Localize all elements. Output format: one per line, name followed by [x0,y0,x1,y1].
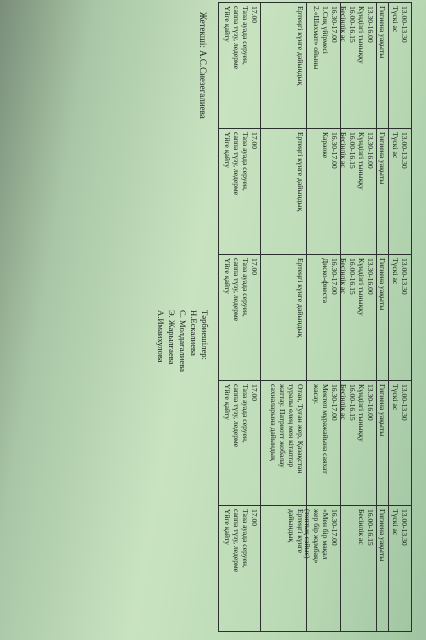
schedule-cell [321,132,339,251]
cell-line: Күндізгі тыныққу [357,6,366,64]
reviewers-label: Тәрбиешілер: [200,310,210,360]
cell-line: саппа түзу, ледерме [232,6,241,70]
cell-line: Түскі ас [391,132,400,159]
cell-line: жер бір жұмбақ» [312,509,321,564]
cell-line: Таза ауада серуен, [241,258,250,317]
schedule-cell [391,258,409,377]
row-divider [376,129,377,254]
row-divider [306,3,307,128]
schedule-cell [378,258,387,377]
schedule-cell [339,6,375,125]
schedule-cell [391,384,409,502]
cell-line: сахналарына дайындық [269,384,278,461]
cell-line: Гигиена уақыты [378,509,387,562]
schedule-column [219,129,411,255]
cell-line: 16.00-16.15 [348,132,357,169]
author-line [198,12,208,119]
reviewer-name: А.Имаихулова [156,310,166,363]
schedule-cell [391,6,409,125]
row-divider [306,255,307,380]
cell-line: Таза ауада серуен, [241,6,250,65]
schedule-column [219,381,411,506]
cell-line: 13.30-16.00 [366,258,375,295]
cell-line: Үйге қайту [223,384,232,420]
row-divider [260,255,261,380]
cell-line: 17.00 [250,132,259,150]
cell-line: 17.00 [250,509,259,527]
row-divider [260,381,261,505]
row-divider [306,381,307,505]
schedule-cell [391,509,409,628]
schedule-cell [378,132,387,251]
row-divider [388,129,389,254]
schedule-cell [223,384,259,502]
cell-line: 16.00-16.15 [348,6,357,43]
cell-line: 16.00-16.15 [348,384,357,421]
cell-line: 16.30-17.00 [330,6,339,43]
cell-line: Ертеңгі күнге дайындық [296,132,305,212]
schedule-cell [339,258,375,377]
cell-line: Үйге қайту [223,258,232,294]
cell-line: саппа түзу, ледерме [232,132,241,196]
cell-line: жаттау. Патриотт жобалау [278,384,287,468]
cell-line: Түскі ас [391,384,400,411]
author-label: Жетекші: [198,12,208,48]
cell-line: 16.30-17.00 [330,384,339,421]
cell-line: 17.00 [250,384,259,402]
cell-line: Бесінлік ас [339,132,348,168]
cell-line: 16.30-17.00 [330,132,339,169]
schedule-cell [223,509,259,628]
row-divider [260,129,261,254]
cell-line: Таза ауада серуен, [241,384,250,443]
schedule-cell [357,509,375,628]
cell-line: Таза ауада серуен, [241,509,250,568]
schedule-cell [296,6,305,125]
cell-line: 13.30-16.00 [366,384,375,421]
row-divider [376,381,377,505]
cell-line: Күндізгі тыныққу [357,384,366,442]
cell-line: Күндізгі тыныққу [357,132,366,190]
row-divider [388,255,389,380]
cell-line: Караоке [321,132,330,159]
cell-line: Отан, Туған жер, Қазақстан [296,384,305,474]
schedule-cell [378,509,387,628]
cell-line: 16.30-17.00 [330,258,339,295]
schedule-cell [312,6,339,125]
cell-line: туралы өлең мен кітаптар [287,384,296,468]
cell-line: 13.30-16.00 [366,132,375,169]
row-divider [260,3,261,128]
schedule-column [219,506,411,631]
reviewer-name: Н.Ескалиева [189,310,199,356]
cell-line: 17.00 [250,258,259,276]
cell-line: Үйге қайту [223,509,232,545]
schedule-column [219,3,411,129]
reviewer-name: Э. Жарылғаева [167,310,177,365]
cell-line: 13.00-13.30 [400,509,409,546]
cell-line: саппа түзу, ледерме [232,258,241,322]
schedule-cell [339,384,375,502]
cell-line: Бесінлік ас [339,258,348,294]
cell-line: 1.Сиқ үйірмесі [321,6,330,54]
cell-line: Таза ауада серуен, [241,132,250,191]
row-divider [388,381,389,505]
schedule-cell [378,384,387,502]
row-divider [340,506,341,631]
cell-line: Күндізгі тыныққу [357,258,366,316]
schedule-cell [223,132,259,251]
cell-line: саппа түзу, ледерме [232,509,241,573]
cell-line: 17.00 [250,6,259,24]
cell-line: саппа түзу, ледерме [232,384,241,448]
schedule-table [218,2,412,632]
cell-line: «Мен бір мақал [321,509,330,560]
row-divider [388,3,389,128]
cell-line: 13.00-13.30 [400,384,409,421]
cell-line: Түскі ас [391,258,400,285]
schedule-cell [269,384,305,502]
schedule-cell [378,6,387,125]
cell-line: 2.«Шахмат» ойыны [312,6,321,70]
schedule-cell [223,258,259,377]
cell-line: Диско-фиеста [321,258,330,303]
schedule-cell [339,132,375,251]
cell-line: Ертеңгі күнге [296,509,305,554]
cell-line: 13.00-13.30 [400,6,409,43]
schedule-column [219,255,411,381]
cell-line: Түскі ас [391,6,400,33]
cell-line: Мектеп мұражайына саяхат [321,384,330,474]
cell-line: Гигиена уақыты [378,132,387,185]
cell-line: Бесінлік ас [339,384,348,420]
cell-line: Гигиена уақыты [378,6,387,59]
cell-line: 16.30-17.00 [330,509,339,546]
row-divider [376,506,377,631]
cell-line: дайындық [287,509,296,543]
row-divider [306,129,307,254]
row-divider [376,255,377,380]
cell-line: Ертеңгі күнге дайындық [296,258,305,338]
schedule-cell [287,509,305,628]
row-divider [388,506,389,631]
cell-line: Түскі ас [391,509,400,536]
cell-line: Үйге қайту [223,132,232,168]
cell-line: Үйге қайту [223,6,232,42]
row-divider [376,3,377,128]
cell-line: 13.00-13.30 [400,258,409,295]
cell-line: Гигиена уақыты [378,258,387,311]
cell-line: 13.00-13.30 [400,132,409,169]
row-divider [260,506,261,631]
cell-line: 16.00-16.15 [348,258,357,295]
schedule-cell [391,132,409,251]
schedule-cell [296,132,305,251]
cell-line: 16.00-16.15 [366,509,375,546]
author-name: А.С.Сиезегалиева [198,50,208,119]
schedule-cell [296,258,305,377]
schedule-cell [303,509,339,628]
cell-line: жасау. [312,384,321,404]
schedule-cell [223,6,259,125]
cell-line: Бесінлік ас [357,509,366,545]
cell-line: 13.30-16.00 [366,6,375,43]
cell-line: Бесінлік ас [339,6,348,42]
schedule-cell [312,384,339,502]
cell-line: (топтық сайыс) [303,509,312,559]
cell-line: Гигиена уақыты [378,384,387,437]
reviewers-block [155,310,210,372]
cell-line: Ертеңгі күнге дайындық [296,6,305,86]
schedule-cell [321,258,339,377]
reviewer-name: С. Молдағалиева [178,310,188,372]
